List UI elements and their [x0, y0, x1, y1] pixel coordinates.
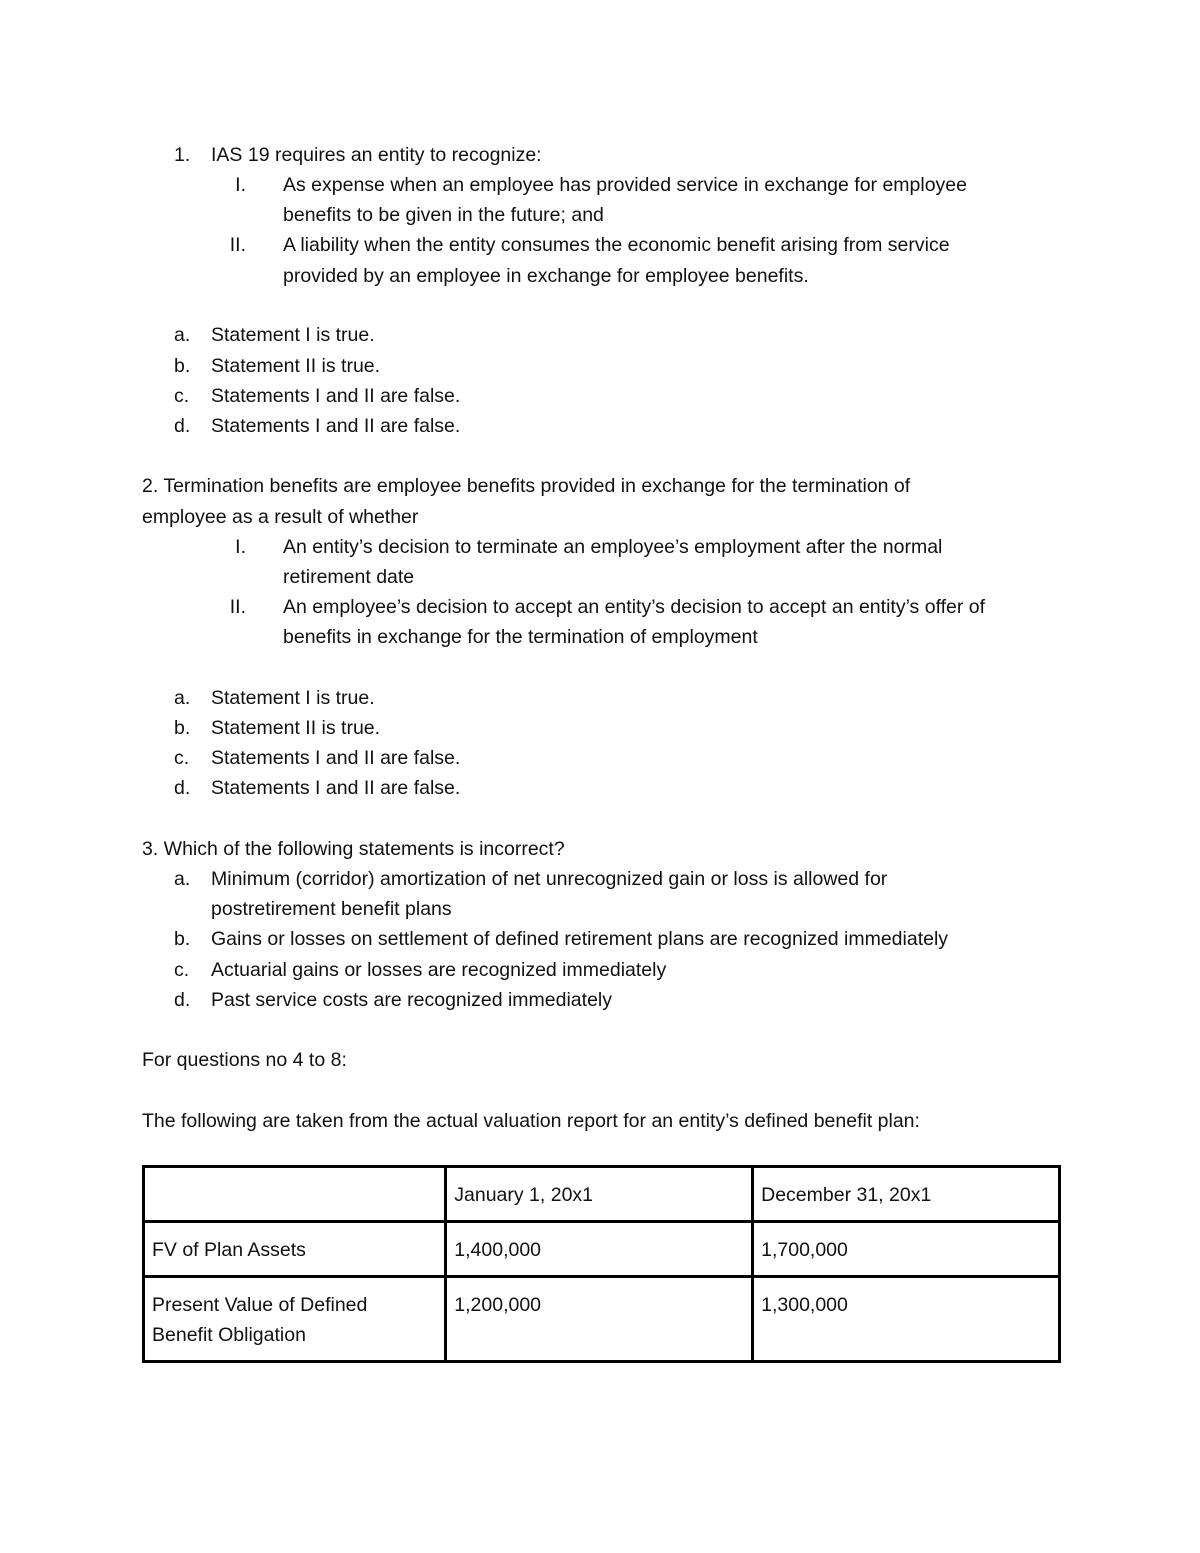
table-row	[144, 1277, 1060, 1362]
valuation-table	[142, 1165, 1061, 1363]
q1-statement-1-line-2: benefits to be given in the future; and	[283, 204, 604, 226]
question-1-number: 1.	[174, 144, 191, 166]
q2-option-a-letter: a.	[174, 687, 191, 709]
table-header-row	[144, 1167, 1060, 1222]
q3-option-b-letter: b.	[174, 928, 191, 950]
q2-option-d-letter: d.	[174, 777, 191, 799]
q3-option-c-text: Actuarial gains or losses are recognized immediately	[211, 959, 667, 981]
q1-statement-1-line-1: As expense when an employee has provided service in exchange for employee	[283, 174, 967, 196]
q3-option-d-text: Past service costs are recognized immediately	[211, 989, 612, 1011]
q2-statement-1-line-2: retirement date	[283, 566, 415, 588]
q1-option-d-letter: d.	[174, 415, 191, 437]
q3-option-b-text: Gains or losses on settlement of defined retirement plans are recognized immediately	[211, 928, 949, 950]
q2-statement-1-label: I.	[235, 536, 246, 558]
q3-option-d-letter: d.	[174, 989, 191, 1011]
question-1-prompt: IAS 19 requires an entity to recognize:	[211, 144, 542, 166]
pv-dbo-jan: 1,200,000	[446, 1277, 753, 1362]
q1-statement-2-line-1: A liability when the entity consumes the economic benefit arising from service	[283, 234, 950, 256]
q3-option-c-letter: c.	[174, 959, 190, 981]
row-label-fv-plan-assets: FV of Plan Assets	[144, 1222, 446, 1277]
q1-option-d-text: Statements I and II are false.	[211, 415, 461, 437]
q1-option-c-text: Statements I and II are false.	[211, 385, 461, 407]
q1-option-c-letter: c.	[174, 385, 190, 407]
q1-statement-2-line-2: provided by an employee in exchange for employee benefits.	[283, 265, 809, 287]
q2-option-c-text: Statements I and II are false.	[211, 747, 461, 769]
fv-plan-assets-jan: 1,400,000	[446, 1222, 753, 1277]
q1-statement-1-label: I.	[235, 174, 246, 196]
row-label-pv-dbo-line-2: Benefit Obligation	[152, 1324, 306, 1346]
row-label-pv-dbo	[144, 1277, 446, 1362]
q2-option-b-text: Statement II is true.	[211, 717, 381, 739]
q1-option-b-letter: b.	[174, 355, 191, 377]
valuation-report-description: The following are taken from the actual valuation report for an entity’s defined benefit plan:	[142, 1110, 920, 1132]
q1-option-a-text: Statement I is true.	[211, 324, 375, 346]
table-header-dec: December 31, 20x1	[753, 1167, 1060, 1222]
q2-option-b-letter: b.	[174, 717, 191, 739]
q2-statement-2-line-2: benefits in exchange for the termination of employment	[283, 626, 758, 648]
q1-option-a-letter: a.	[174, 324, 191, 346]
q2-statement-2-label: II.	[229, 596, 246, 618]
q2-option-a-text: Statement I is true.	[211, 687, 375, 709]
question-2-prompt-line-1: 2. Termination benefits are employee benefits provided in exchange for the termination of	[142, 475, 911, 497]
q3-option-a-letter: a.	[174, 868, 191, 890]
q1-option-b-text: Statement II is true.	[211, 355, 381, 377]
q2-statement-1-line-1: An entity’s decision to terminate an employee’s employment after the normal	[283, 536, 943, 558]
q1-statement-2-label: II.	[229, 234, 246, 256]
q2-option-d-text: Statements I and II are false.	[211, 777, 461, 799]
question-2-prompt-line-2: employee as a result of whether	[142, 506, 419, 528]
q3-option-a-line-2: postretirement benefit plans	[211, 898, 452, 920]
q2-statement-2-line-1: An employee’s decision to accept an entity’s decision to accept an entity’s offer of	[283, 596, 986, 618]
table-header-empty	[144, 1167, 446, 1222]
pv-dbo-dec: 1,300,000	[753, 1277, 1060, 1362]
q2-option-c-letter: c.	[174, 747, 190, 769]
questions-range-note: For questions no 4 to 8:	[142, 1049, 347, 1071]
table-row	[144, 1222, 1060, 1277]
row-label-pv-dbo-line-1: Present Value of Defined	[152, 1294, 368, 1316]
fv-plan-assets-dec: 1,700,000	[753, 1222, 1060, 1277]
q3-option-a-line-1: Minimum (corridor) amortization of net unrecognized gain or loss is allowed for	[211, 868, 888, 890]
question-3-prompt: 3. Which of the following statements is incorrect?	[142, 838, 565, 860]
table-header-jan: January 1, 20x1	[446, 1167, 753, 1222]
